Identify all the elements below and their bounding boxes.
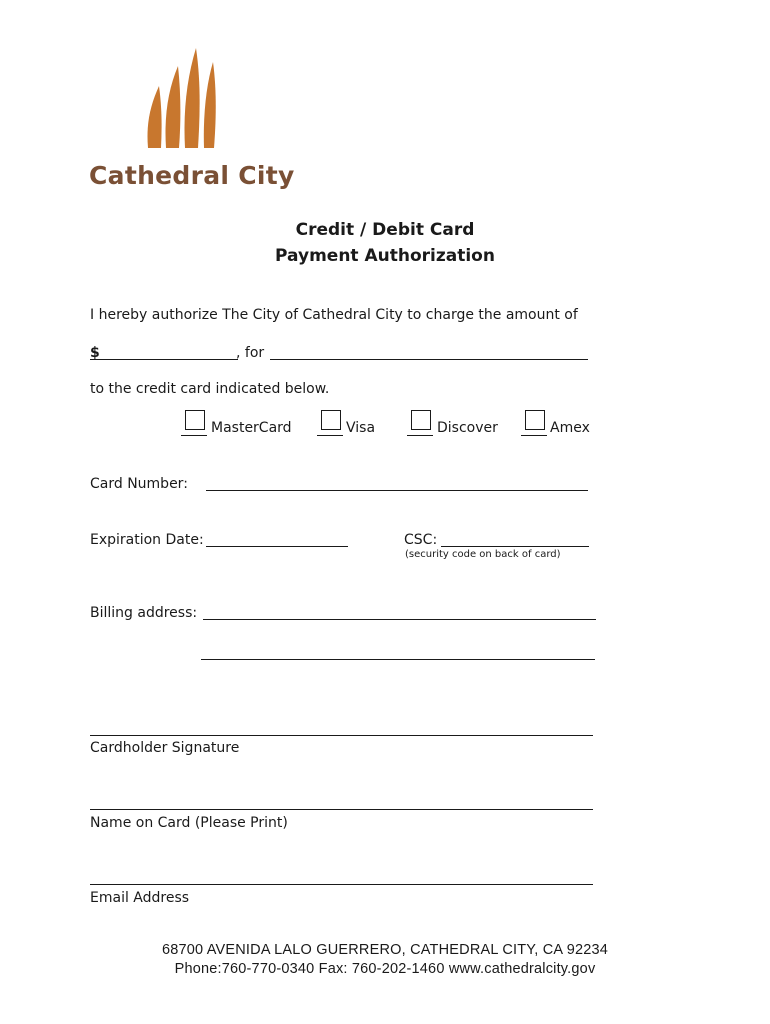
amount-field[interactable] — [90, 359, 238, 360]
billing-address-label: Billing address: — [90, 605, 198, 621]
cardholder-signature-label: Cardholder Signature — [90, 740, 240, 756]
discover-checkbox[interactable] — [411, 410, 431, 430]
expiration-field[interactable] — [206, 546, 348, 547]
purpose-field[interactable] — [270, 359, 588, 360]
cardholder-signature-field[interactable] — [90, 735, 593, 736]
name-on-card-field[interactable] — [90, 809, 593, 810]
city-logo — [140, 44, 220, 152]
card-number-label: Card Number: — [90, 476, 188, 492]
billing-address-line1[interactable] — [203, 619, 596, 620]
card-number-field[interactable] — [206, 490, 588, 491]
logo-text: Cathedral City — [89, 161, 295, 190]
visa-checkbox[interactable] — [321, 410, 341, 430]
billing-address-line2[interactable] — [201, 659, 595, 660]
email-address-field[interactable] — [90, 884, 593, 885]
footer-address: 68700 AVENIDA LALO GUERRERO, CATHEDRAL CITY, CA 92234 — [161, 942, 609, 958]
amex-underline — [521, 435, 547, 436]
name-on-card-label: Name on Card (Please Print) — [90, 815, 288, 831]
expiration-label: Expiration Date: — [90, 532, 204, 548]
discover-label: Discover — [437, 420, 498, 436]
mastercard-underline — [181, 435, 207, 436]
form-title-line2: Payment Authorization — [275, 246, 495, 266]
amex-checkbox[interactable] — [525, 410, 545, 430]
authorization-intro: I hereby authorize The City of Cathedral City to charge the amount of — [90, 307, 578, 323]
amex-label: Amex — [550, 420, 590, 436]
email-address-label: Email Address — [90, 890, 190, 906]
visa-underline — [317, 435, 343, 436]
visa-label: Visa — [346, 420, 376, 436]
csc-field[interactable] — [441, 546, 589, 547]
mastercard-checkbox[interactable] — [185, 410, 205, 430]
dollar-sign: $ — [90, 345, 100, 361]
to-card-text: to the credit card indicated below. — [90, 381, 330, 397]
form-title-line1: Credit / Debit Card — [295, 220, 475, 240]
discover-underline — [407, 435, 433, 436]
csc-label: CSC: — [404, 532, 438, 548]
cathedral-spires-icon — [140, 44, 220, 152]
csc-note: (security code on back of card) — [405, 549, 561, 560]
mastercard-label: MasterCard — [211, 420, 292, 436]
footer-contact: Phone:760-770-0340 Fax: 760-202-1460 www.cathedralcity.gov — [174, 961, 596, 977]
for-label: , for — [236, 345, 265, 361]
